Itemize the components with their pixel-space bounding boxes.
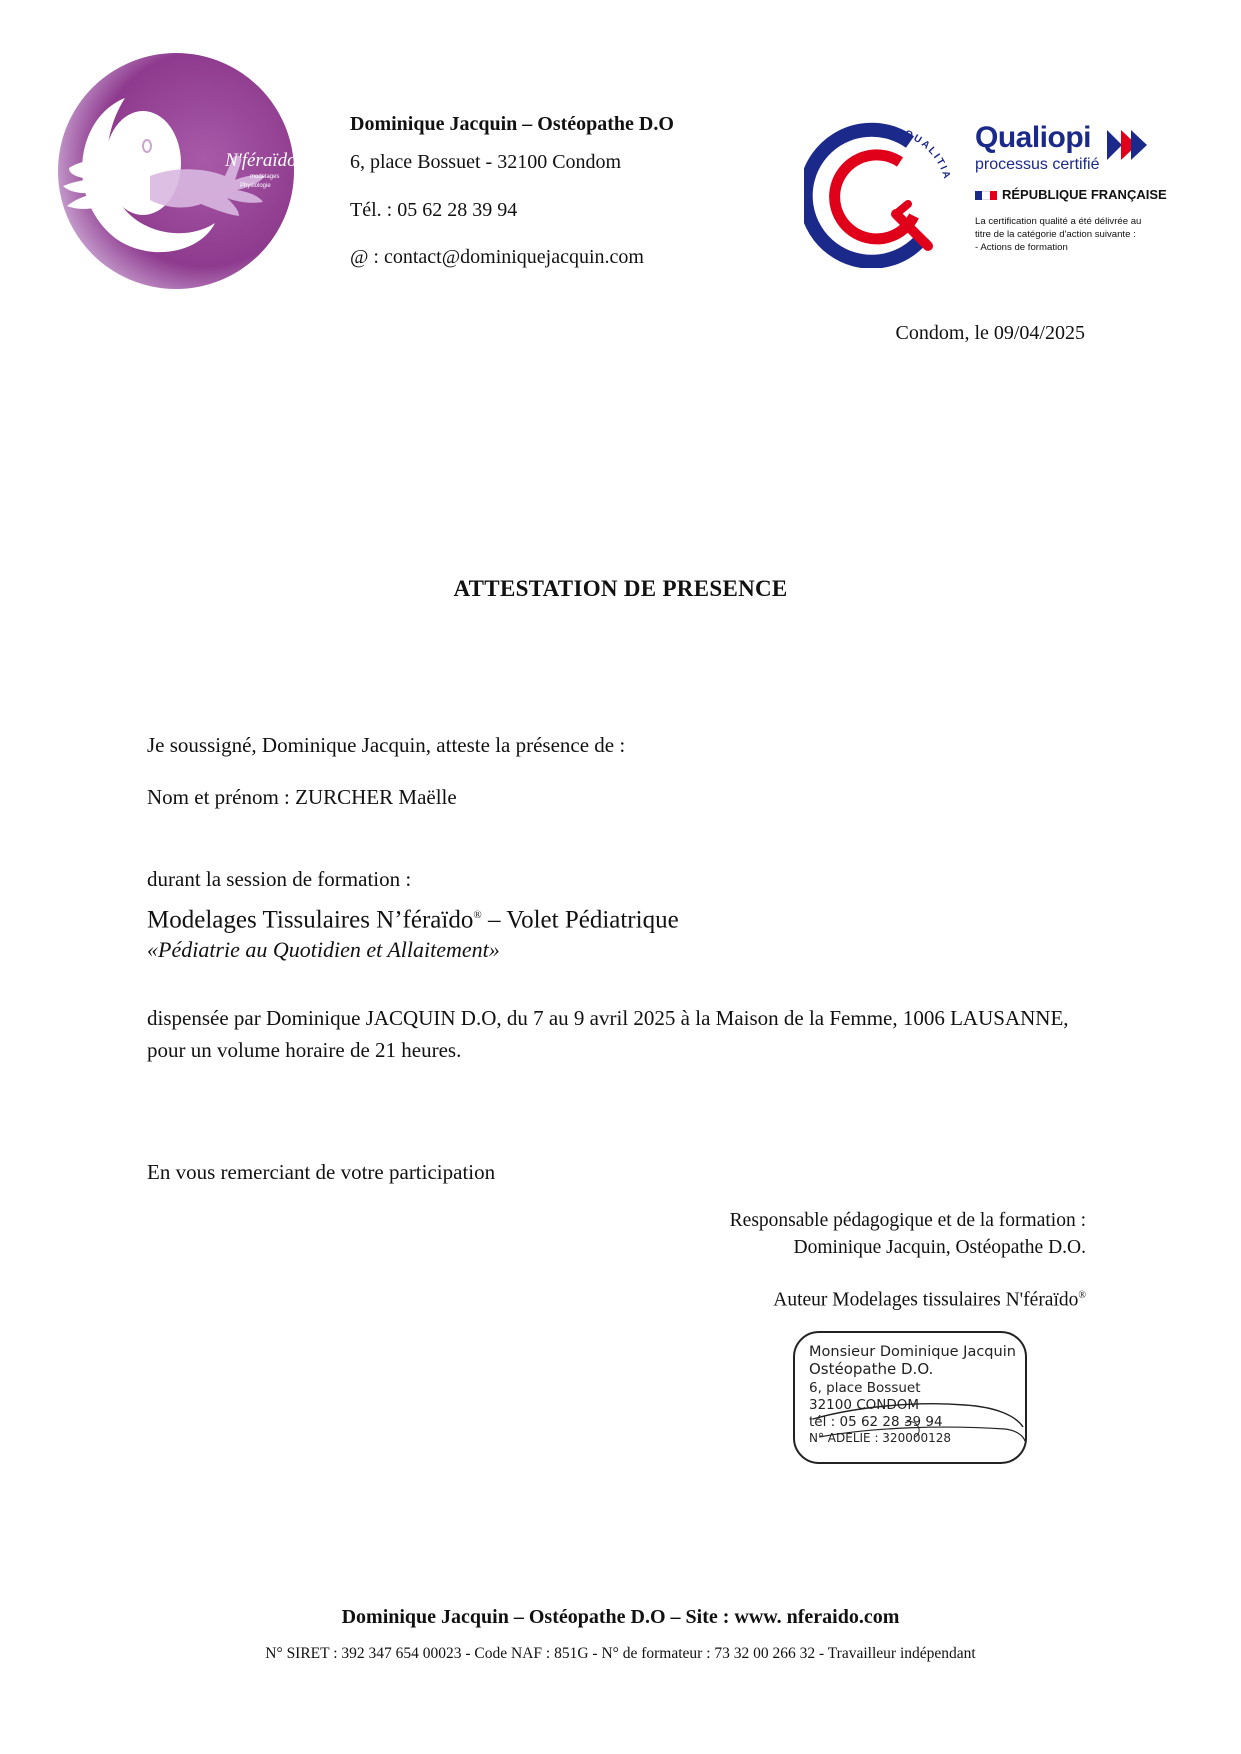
logo-brand-text: N'féraïdo bbox=[225, 150, 297, 171]
svg-text:QUALITIA bbox=[903, 128, 952, 181]
qualitia-q-logo bbox=[804, 118, 952, 268]
stamp-line1: Monsieur Dominique Jacquin bbox=[809, 1344, 1016, 1360]
author-registered-mark: ® bbox=[1078, 1290, 1086, 1301]
course-suffix: – Volet Pédiatrique bbox=[481, 906, 679, 934]
responsible-role: Responsable pédagogique et de la formation : bbox=[729, 1210, 1086, 1231]
header-phone: Tél. : 05 62 28 39 94 bbox=[350, 199, 518, 221]
footer-main: Dominique Jacquin – Ostéopathe D.O – Site : www. nferaido.com bbox=[341, 1606, 900, 1628]
footer-legal: N° SIRET : 392 347 654 00023 - Code NAF : 851G - N° de formateur : 73 32 00 266 32 - Travailleur indépendant bbox=[265, 1645, 976, 1662]
republique-francaise-label: RÉPUBLIQUE FRANÇAISE bbox=[1002, 187, 1167, 202]
qualiopi-note-line3: - Actions de formation bbox=[975, 242, 1068, 253]
session-label: durant la session de formation : bbox=[147, 867, 412, 891]
nferaido-logo bbox=[55, 48, 297, 294]
participant-name: Nom et prénom : ZURCHER Maëlle bbox=[147, 785, 457, 809]
french-flag-icon bbox=[975, 191, 997, 200]
responsible-name: Dominique Jacquin, Ostéopathe D.O. bbox=[793, 1237, 1086, 1258]
training-details: dispensée par Dominique JACQUIN D.O, du 7 au 9 avril 2025 à la Maison de la Femme, 1006 LAUSANNE, pour un volume horaire de 21 heures. bbox=[147, 1006, 1069, 1062]
stamp-line6: N° ADELIE : 320000128 bbox=[809, 1431, 952, 1445]
stamp-line4: 32100 CONDOM bbox=[809, 1397, 920, 1413]
qualiopi-arrows-icon bbox=[1107, 128, 1167, 162]
course-title bbox=[147, 900, 679, 935]
intro-text: Je soussigné, Dominique Jacquin, atteste la présence de : bbox=[147, 733, 626, 757]
date-line: Condom, le 09/04/2025 bbox=[895, 322, 1085, 344]
registered-mark: ® bbox=[473, 909, 482, 921]
qualiopi-note-line2: titre de la catégorie d'action suivante : bbox=[975, 229, 1136, 240]
author-text: Auteur Modelages tissulaires N'féraïdo bbox=[773, 1289, 1079, 1311]
qualiopi-note-line1: La certification qualité a été délivrée au bbox=[975, 216, 1142, 227]
signature-scribble bbox=[795, 1333, 1029, 1466]
stamp-line2: Ostéopathe D.O. bbox=[809, 1360, 934, 1378]
header-email: @ : contact@dominiquejacquin.com bbox=[350, 246, 644, 268]
stamp-line3: 6, place Bossuet bbox=[809, 1380, 921, 1396]
qualiopi-brand bbox=[975, 122, 1175, 254]
logo-sub2: Physiologie bbox=[240, 183, 271, 189]
qualiopi-title: Qualiopi bbox=[975, 121, 1091, 154]
author-line bbox=[600, 1283, 1086, 1314]
stamp-line5: tél : 05 62 28 39 94 bbox=[809, 1414, 943, 1430]
qualitia-ring-text: QUALITIA bbox=[902, 128, 952, 182]
course-name: Modelages Tissulaires N’féraïdo bbox=[147, 906, 474, 934]
stamp bbox=[793, 1331, 1027, 1464]
header-address: 6, place Bossuet - 32100 Condom bbox=[350, 151, 622, 173]
qualiopi-subtitle: processus certifié bbox=[975, 156, 1100, 173]
course-subtitle: «Pédiatrie au Quotidien et Allaitement» bbox=[147, 937, 500, 962]
logo-sub1: modelages bbox=[250, 174, 280, 180]
thanks-text: En vous remerciant de votre participation bbox=[147, 1160, 496, 1184]
header-name: Dominique Jacquin – Ostéopathe D.O bbox=[350, 113, 674, 135]
document-title: ATTESTATION DE PRESENCE bbox=[453, 576, 788, 601]
